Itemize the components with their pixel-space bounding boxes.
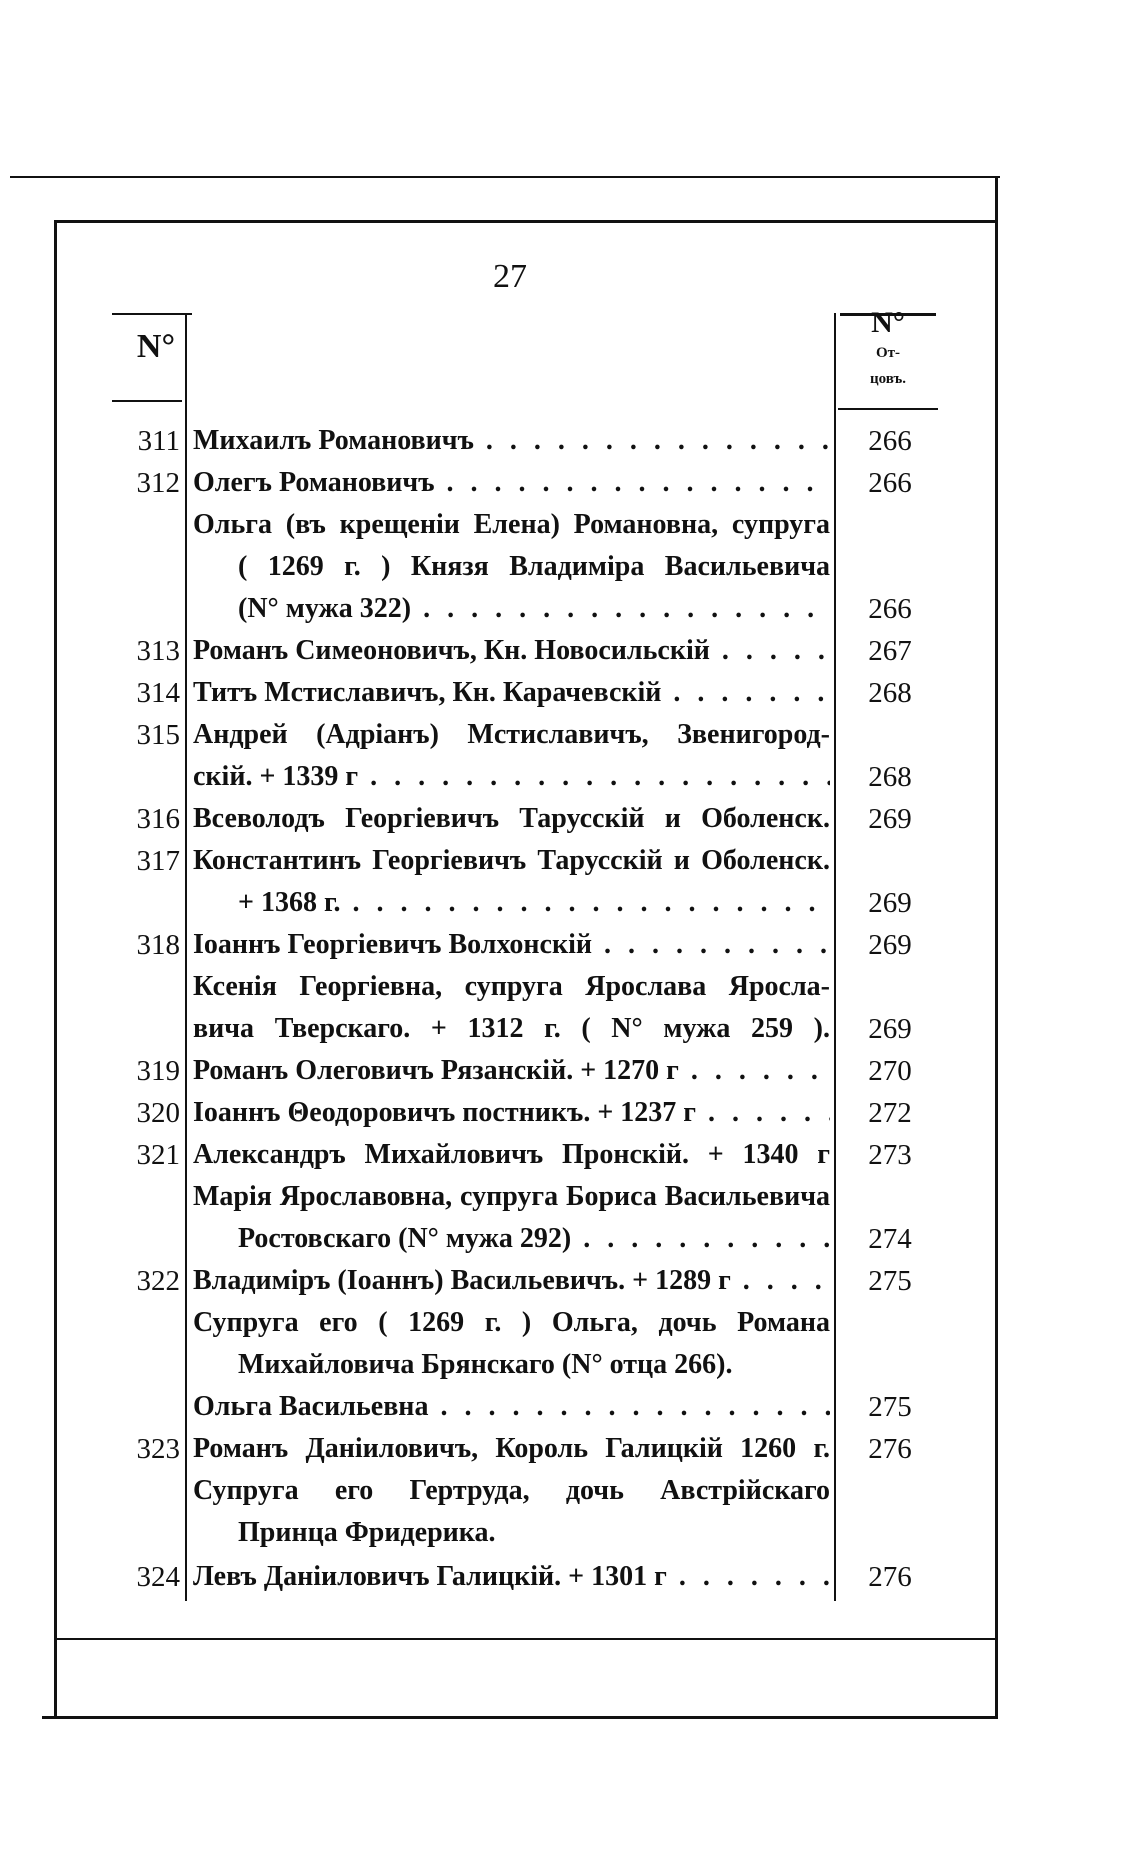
header-rule-left: [112, 313, 192, 315]
table-row: [0, 1302, 1140, 1344]
table-row: [0, 1344, 1140, 1386]
entry-text: Левъ Даніиловичъ Галицкій. + 1301 г . . .: [193, 1556, 830, 1598]
entry-text: Ростовскаго (N° мужа 292) . . .: [238, 1218, 830, 1260]
entry-text: Принца Фридерика.: [238, 1517, 496, 1548]
entry-text: ( 1269 г. ) Князя Владиміра Васильевича: [238, 551, 830, 582]
entry-text: Супруга его ( 1269 г. ) Ольга, дочь Романа: [193, 1307, 830, 1338]
entry-number: 315: [136, 719, 180, 751]
entry-text: Олегъ Романовичъ . . .: [193, 462, 830, 504]
entry-number: 311: [137, 425, 180, 457]
father-number: 269: [868, 1013, 912, 1045]
header-underline-right: [838, 408, 938, 410]
table-row: [0, 1512, 1140, 1554]
entry-text: Ксенія Георгіевна, супруга Ярослава Яросла-: [193, 971, 830, 1002]
table-row: [0, 420, 1140, 462]
entry-number: 324: [136, 1561, 180, 1593]
entry-number: 318: [136, 929, 180, 961]
father-number: 273: [868, 1139, 912, 1171]
entry-number: 323: [136, 1433, 180, 1465]
father-number: 266: [868, 467, 912, 499]
table-row: [0, 1176, 1140, 1218]
table-row: [0, 840, 1140, 882]
entry-number: 320: [136, 1097, 180, 1129]
entry-number: 322: [136, 1265, 180, 1297]
table-row: [0, 1050, 1140, 1092]
father-number: 270: [868, 1055, 912, 1087]
table-row: [0, 630, 1140, 672]
fathers-number-sub2: цовъ.: [870, 371, 906, 387]
entry-text: Владиміръ (Іоаннъ) Васильевичъ. + 1289 г . . .: [193, 1260, 830, 1302]
entry-number: 313: [136, 635, 180, 667]
entry-text: Марія Ярославовна, супруга Бориса Васильевича: [193, 1181, 830, 1212]
father-number: 269: [868, 803, 912, 835]
entry-text: Супруга его Гертруда, дочь Австрійскаго: [193, 1475, 830, 1506]
entry-text: Михаилъ Романовичъ . . .: [193, 420, 830, 462]
entry-text: + 1368 г. . . .: [238, 882, 830, 924]
father-number: 268: [868, 761, 912, 793]
table-row: [0, 1386, 1140, 1428]
table-row: [0, 1260, 1140, 1302]
entry-number: 316: [136, 803, 180, 835]
father-number: 269: [868, 929, 912, 961]
top-rule: [10, 176, 1000, 178]
entry-number: 314: [136, 677, 180, 709]
table-row: [0, 882, 1140, 924]
entry-text: Романъ Симеоновичъ, Кн. Новосильскій . . .: [193, 630, 830, 672]
father-number: 268: [868, 677, 912, 709]
entry-text: Романъ Даніиловичъ, Король Галицкій 1260 г.: [193, 1433, 830, 1464]
table-row: [0, 504, 1140, 546]
number-column-header: N°: [136, 328, 176, 365]
father-number: 272: [868, 1097, 912, 1129]
table-row: [0, 1134, 1140, 1176]
entry-text: Александръ Михайловичъ Пронскій. + 1340 г: [193, 1139, 830, 1170]
table-row: [0, 714, 1140, 756]
table-row: [0, 924, 1140, 966]
father-number: 275: [868, 1265, 912, 1297]
entry-text: Титъ Мстиславичъ, Кн. Карачевскій . . .: [193, 672, 830, 714]
entry-text: Константинъ Георгіевичъ Тарусскій и Оболенск.: [193, 845, 830, 876]
entry-number: 312: [136, 467, 180, 499]
entry-text: Андрей (Адріанъ) Мстиславичъ, Звенигород-: [193, 719, 830, 750]
entry-number: 319: [136, 1055, 180, 1087]
father-number: 275: [868, 1391, 912, 1423]
entry-number: 317: [136, 845, 180, 877]
table-row: [0, 756, 1140, 798]
entry-text: Ольга (въ крещеніи Елена) Романовна, супруга: [193, 509, 830, 540]
header-underline-left: [112, 400, 182, 402]
entry-text: Романъ Олеговичъ Рязанскій. + 1270 г . . .: [193, 1050, 830, 1092]
entry-text: Всеволодъ Георгіевичъ Тарусскій и Оболенск.: [193, 803, 830, 834]
father-number: 266: [868, 593, 912, 625]
table-row: [0, 546, 1140, 588]
father-number: 266: [868, 425, 912, 457]
table-row: [0, 1556, 1140, 1598]
table-row: [0, 1218, 1140, 1260]
entry-text: вича Тверскаго. + 1312 г. ( N° мужа 259 ).: [193, 1013, 830, 1044]
fathers-number-label: N°: [871, 306, 905, 339]
table-row: [0, 672, 1140, 714]
table-row: [0, 798, 1140, 840]
frame-bottom-outer: [42, 1716, 998, 1719]
table-row: [0, 966, 1140, 1008]
entry-text: (N° мужа 322) . . .: [238, 588, 830, 630]
entry-text: Ольга Васильевна . . .: [193, 1386, 830, 1428]
father-number: 276: [868, 1433, 912, 1465]
frame-bottom: [54, 1638, 997, 1640]
entry-text: Іоаннъ Георгіевичъ Волхонскій . . .: [193, 924, 830, 966]
entry-text: Михайловича Брянскаго (N° отца 266).: [238, 1349, 733, 1380]
father-number: 276: [868, 1561, 912, 1593]
frame-top: [54, 220, 996, 223]
table-row: [0, 1428, 1140, 1470]
fathers-number-sub1: От-: [875, 345, 901, 361]
table-row: [0, 1008, 1140, 1050]
table-row: [0, 588, 1140, 630]
entry-text: Іоаннъ Θеодоровичъ постникъ. + 1237 г . . .: [193, 1092, 830, 1134]
entry-number: 321: [136, 1139, 180, 1171]
table-row: [0, 1470, 1140, 1512]
table-row: [0, 462, 1140, 504]
fathers-number-column-header: [838, 306, 938, 392]
page-number: 27: [493, 258, 527, 295]
father-number: 269: [868, 887, 912, 919]
father-number: 274: [868, 1223, 912, 1255]
table-row: [0, 1092, 1140, 1134]
entry-text: скій. + 1339 г . . .: [193, 756, 830, 798]
father-number: 267: [868, 635, 912, 667]
